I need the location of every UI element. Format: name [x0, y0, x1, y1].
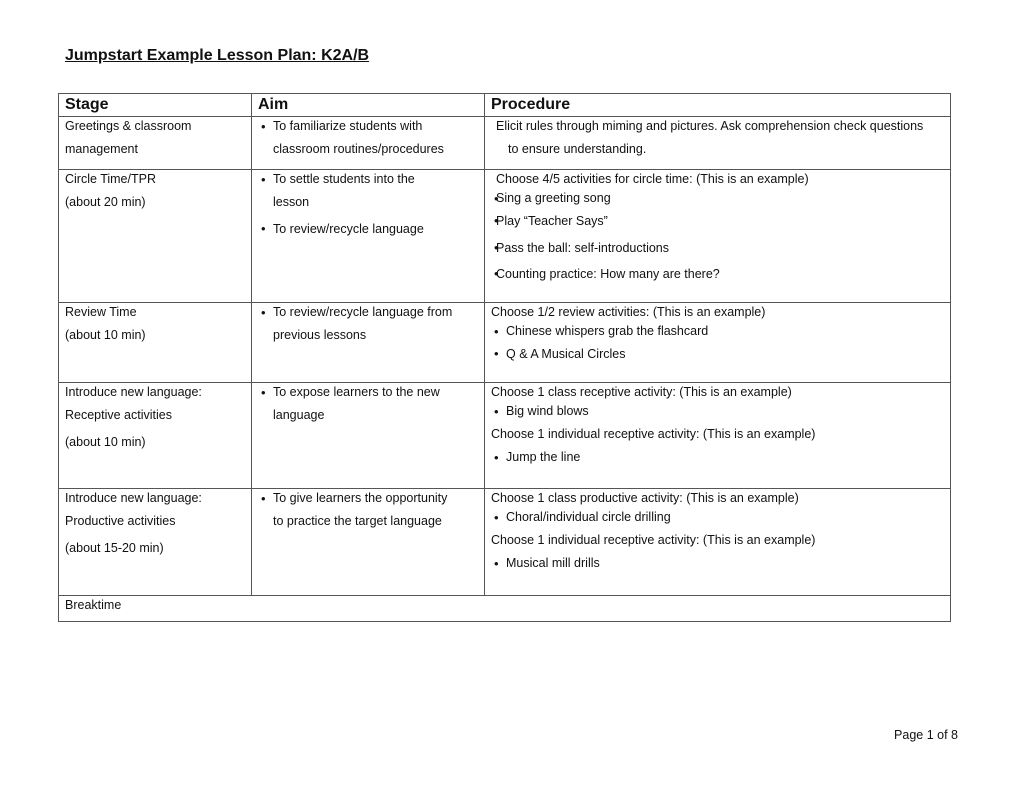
stage-text: Productive activities	[65, 514, 176, 528]
aim-item-continued: language	[273, 408, 325, 422]
procedure-intro: Choose 1 class productive activity: (This is an example)	[491, 491, 799, 505]
stage-text: (about 20 min)	[65, 195, 146, 209]
table-row	[59, 383, 951, 489]
stage-text: Breaktime	[65, 598, 122, 612]
procedure-intro: Choose 1/2 review activities: (This is an example)	[491, 305, 766, 319]
page-number: Page 1 of 8	[894, 728, 958, 742]
stage-text: Review Time	[65, 305, 137, 319]
procedure-item: • Pass the ball: self-introductions	[491, 235, 944, 262]
stage-text: Introduce new language:	[65, 491, 202, 505]
aim-item-continued: to practice the target language	[273, 514, 442, 528]
aim-item: • To review/recycle language	[258, 216, 478, 243]
aim-item: • To familiarize students with	[258, 117, 478, 136]
stage-cell	[59, 489, 252, 596]
lesson-plan-table	[58, 93, 951, 622]
stage-text: management	[65, 142, 138, 156]
aim-cell	[252, 383, 485, 489]
procedure-item: • Q & A Musical Circles	[491, 341, 944, 368]
procedure-cell	[485, 117, 951, 170]
breaktime-cell	[59, 596, 951, 622]
aim-cell	[252, 303, 485, 383]
procedure-item: • Sing a greeting song	[491, 189, 944, 208]
procedure-intro: Choose 4/5 activities for circle time: (This is an example)	[496, 172, 809, 186]
aim-item: • To expose learners to the new	[258, 383, 478, 402]
stage-text: (about 10 min)	[65, 328, 146, 342]
procedure-intro: Choose 1 individual receptive activity: (This is an example)	[491, 533, 816, 547]
procedure-item: • Choral/individual circle drilling	[491, 508, 944, 527]
table-row	[59, 489, 951, 596]
procedure-intro: Choose 1 individual receptive activity: (This is an example)	[491, 427, 816, 441]
procedure-item: • Chinese whispers grab the flashcard	[491, 322, 944, 341]
table-row	[59, 170, 951, 303]
stage-cell	[59, 117, 252, 170]
aim-item: • To give learners the opportunity	[258, 489, 478, 508]
stage-cell	[59, 170, 252, 303]
header-stage: Stage	[59, 94, 252, 117]
stage-text: (about 15-20 min)	[65, 540, 164, 555]
aim-item: • To settle students into the	[258, 170, 478, 189]
stage-cell	[59, 303, 252, 383]
procedure-item: • Big wind blows	[491, 402, 944, 421]
table-row	[59, 596, 951, 622]
procedure-cell	[485, 170, 951, 303]
procedure-item: • Play “Teacher Says”	[491, 208, 944, 235]
aim-cell	[252, 117, 485, 170]
document-title: Jumpstart Example Lesson Plan: K2A/B	[65, 47, 370, 64]
stage-text: (about 10 min)	[65, 434, 146, 449]
stage-text: Introduce new language:	[65, 385, 202, 399]
stage-text: Circle Time/TPR	[65, 172, 156, 186]
header-procedure: Procedure	[485, 94, 951, 117]
aim-item-continued: previous lessons	[273, 328, 367, 342]
stage-cell	[59, 383, 252, 489]
procedure-cell	[485, 489, 951, 596]
procedure-text: Elicit rules through miming and pictures. Ask comprehension check questions	[496, 119, 924, 133]
procedure-intro: Choose 1 class receptive activity: (This is an example)	[491, 385, 792, 399]
procedure-item: • Musical mill drills	[491, 554, 944, 573]
table-row	[59, 117, 951, 170]
stage-text: Greetings & classroom	[65, 119, 192, 133]
aim-cell	[252, 170, 485, 303]
header-aim: Aim	[252, 94, 485, 117]
aim-cell	[252, 489, 485, 596]
table-row	[59, 303, 951, 383]
procedure-cell	[485, 383, 951, 489]
procedure-text: to ensure understanding.	[508, 142, 647, 156]
stage-text: Receptive activities	[65, 408, 172, 422]
aim-item-continued: lesson	[273, 195, 310, 209]
aim-item-continued: classroom routines/procedures	[273, 142, 444, 156]
procedure-item: • Jump the line	[491, 448, 944, 467]
procedure-item: • Counting practice: How many are there?	[491, 261, 944, 288]
table-header-row	[59, 94, 951, 117]
procedure-cell	[485, 303, 951, 383]
aim-item: • To review/recycle language from	[258, 303, 478, 322]
